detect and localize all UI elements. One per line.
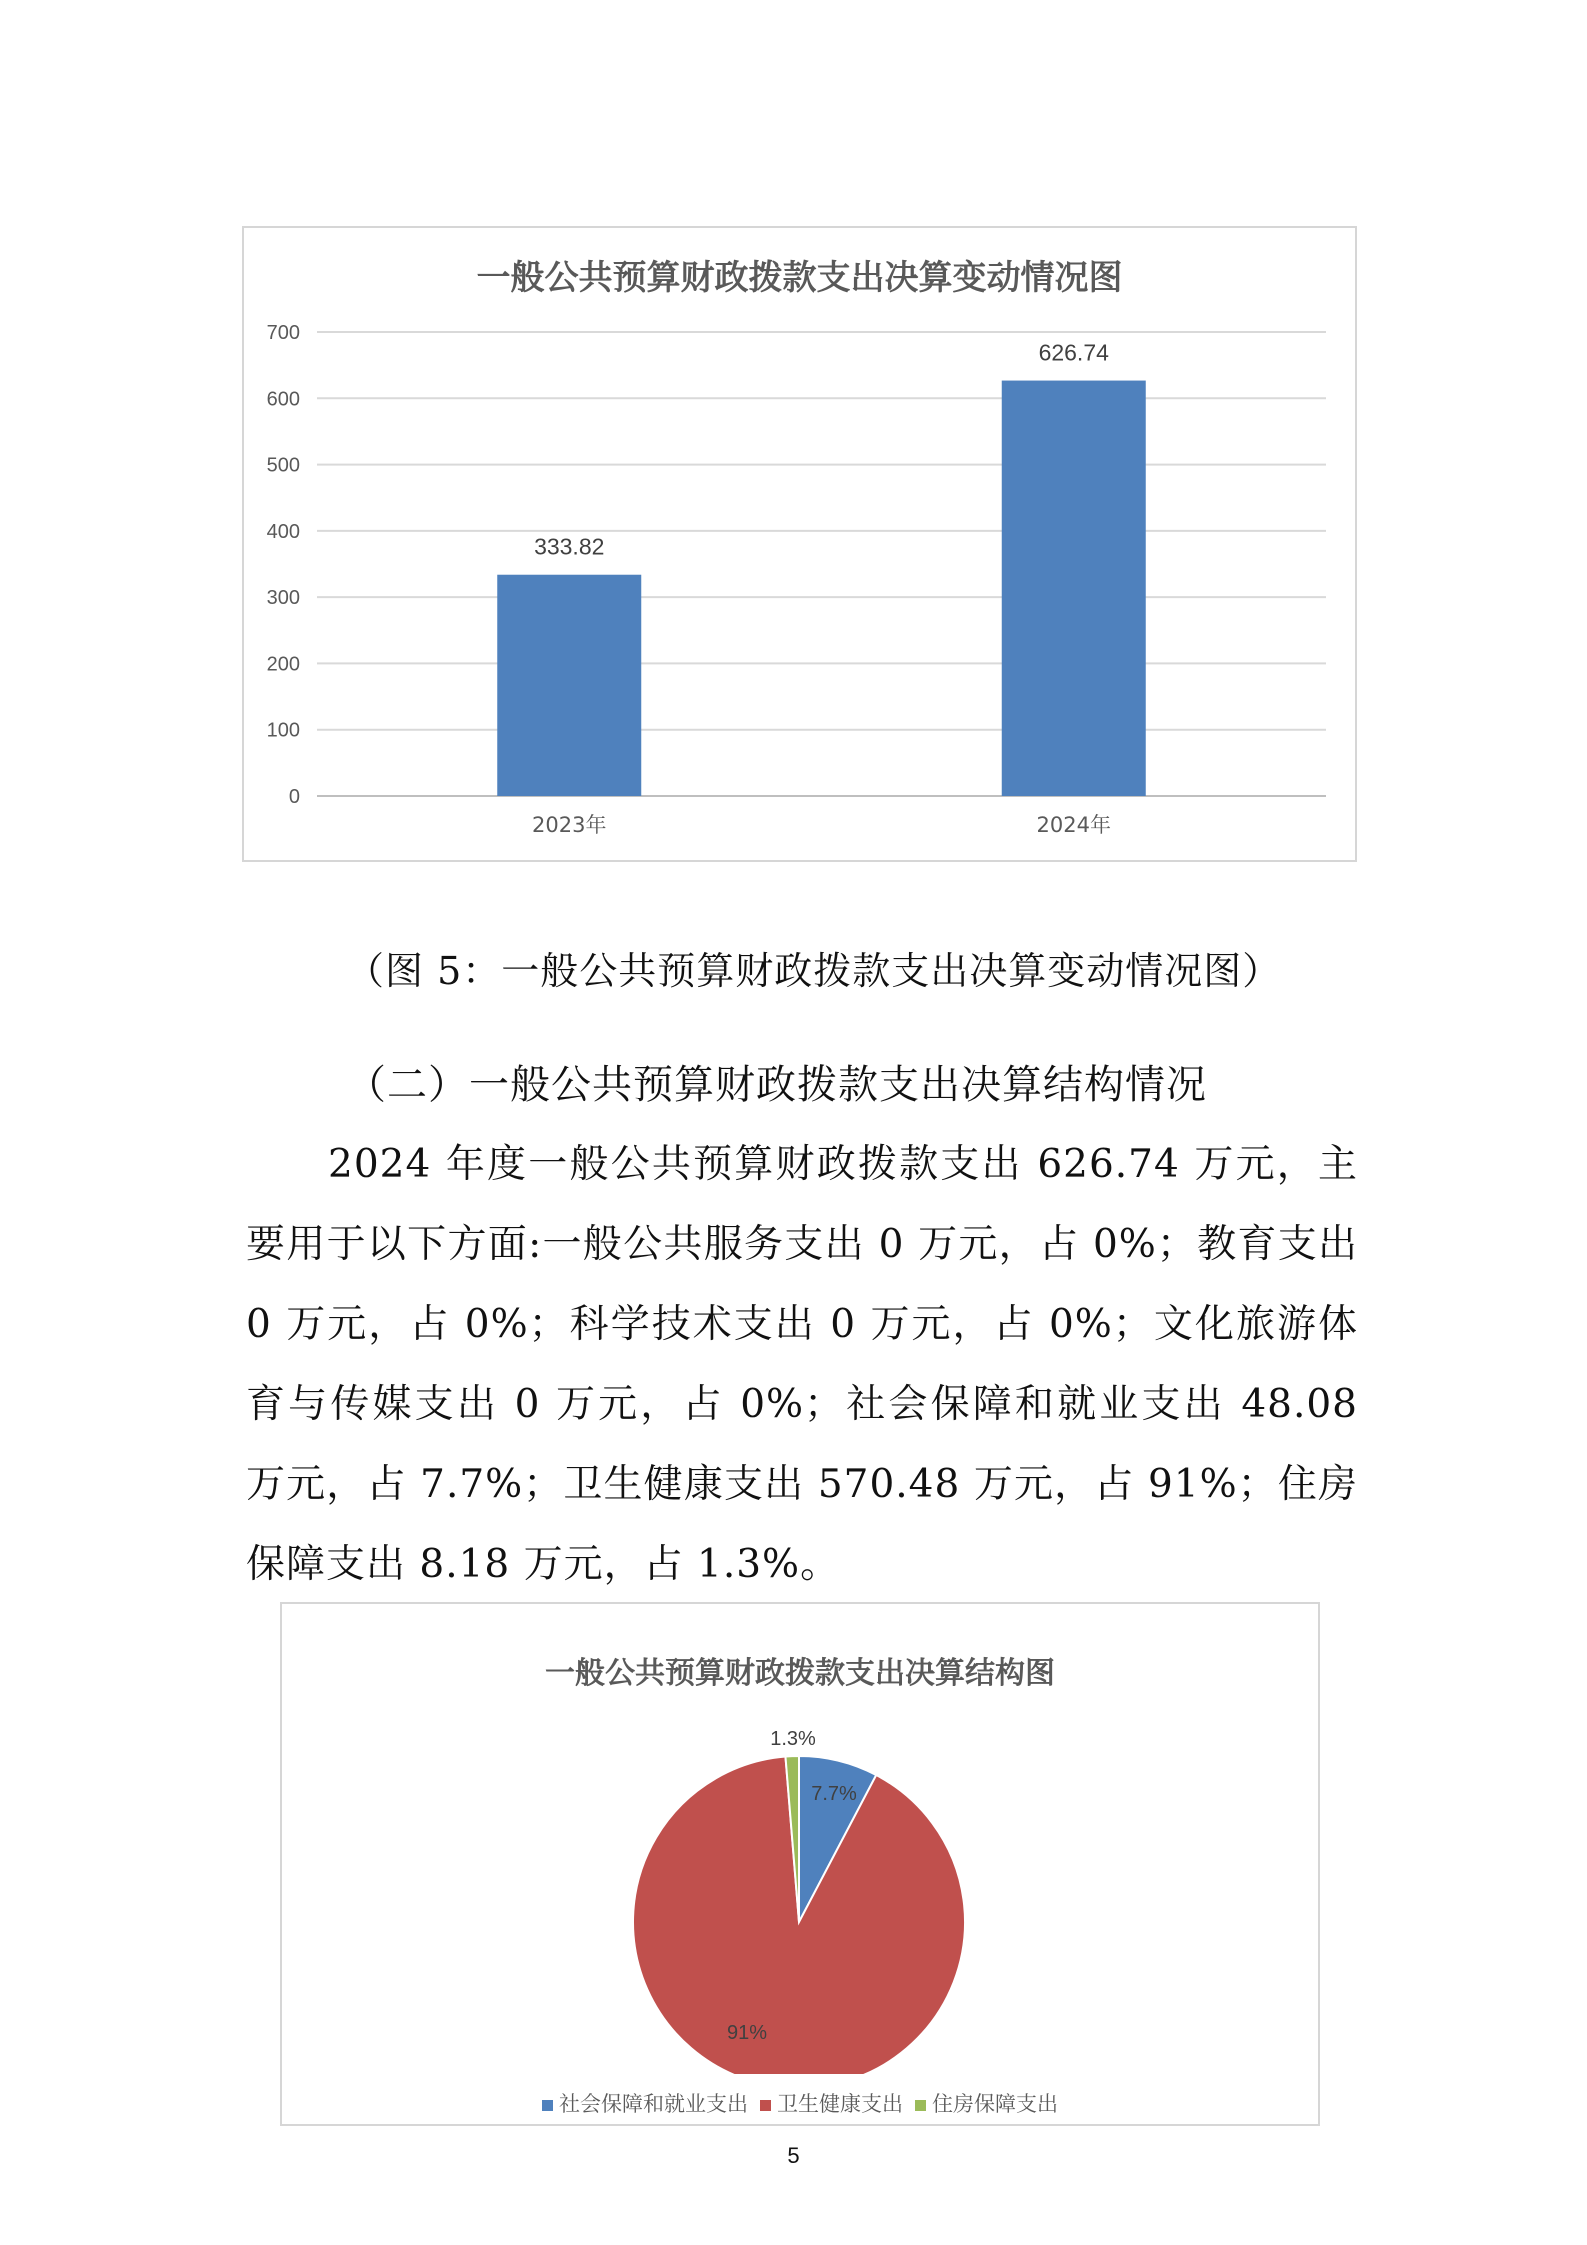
body-paragraph: 2024 年度一般公共预算财政拨款支出 626.74 万元，主要用于以下方面:一般公共服务支出 0 万元，占 0%；教育支出 0 万元，占 0%；科学技术支出 0 万元，占 0%；文化旅游体育与传媒支出 0 万元，占 0%；社会保障和就业支出 48.08 万元，占 7.7%；卫生健康支出 570.48 万元，占 91%；住房保障支出 8.18 万元，占 1.3%。 <box>246 1142 1358 1587</box>
legend-swatch <box>760 2100 771 2111</box>
legend-item <box>760 2088 903 2118</box>
y-tick-label: 500 <box>266 454 300 477</box>
legend-label: 卫生健康支出 <box>777 2092 903 2116</box>
legend-swatch <box>542 2100 553 2111</box>
bar <box>1002 381 1146 796</box>
x-tick-label: 2023年 <box>532 813 607 837</box>
y-tick-label: 700 <box>266 322 300 344</box>
section-heading: （二）一般公共预算财政拨款支出决算结构情况 <box>346 1062 1207 1108</box>
figure-caption: （图 5：一般公共预算财政拨款支出决算变动情况图） <box>346 949 1282 993</box>
bar-chart-plot <box>244 228 1355 860</box>
pie-data-label: 7.7% <box>811 1783 857 1805</box>
page-number: 5 <box>787 2143 800 2168</box>
legend-label: 住房保障支出 <box>932 2092 1058 2116</box>
bar-data-label: 333.82 <box>534 533 605 560</box>
y-tick-label: 200 <box>266 653 300 676</box>
pie-data-label: 1.3% <box>770 1728 816 1750</box>
y-tick-label: 100 <box>266 719 300 742</box>
bar-data-label: 626.74 <box>1038 339 1109 366</box>
bar-chart-title: 一般公共预算财政拨款支出决算变动情况图 <box>476 258 1123 298</box>
legend-swatch <box>915 2100 926 2111</box>
y-tick-label: 300 <box>266 587 300 610</box>
y-tick-label: 600 <box>266 388 300 411</box>
legend-item <box>915 2088 1058 2118</box>
pie-data-label: 91% <box>726 2022 768 2044</box>
pie-chart-title: 一般公共预算财政拨款支出决算结构图 <box>545 1656 1055 1691</box>
bar-chart <box>242 226 1357 862</box>
y-tick-label: 0 <box>288 786 300 808</box>
y-tick-label: 400 <box>266 520 300 543</box>
bar <box>497 575 641 796</box>
pie-chart <box>280 1602 1320 2126</box>
pie-chart-plot <box>282 1604 1318 2074</box>
pie-legend <box>282 2088 1318 2118</box>
x-tick-label: 2024年 <box>1036 813 1111 837</box>
legend-label: 社会保障和就业支出 <box>559 2092 748 2116</box>
legend-item <box>542 2088 748 2118</box>
